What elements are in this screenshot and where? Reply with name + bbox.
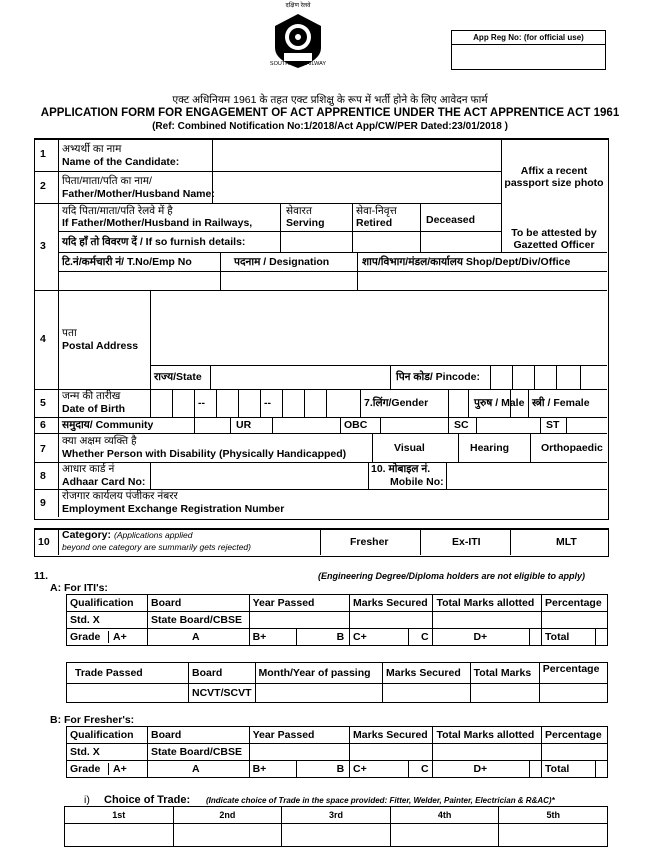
disability-ortho[interactable]: Orthopaedic <box>541 442 603 454</box>
railway-parent-hindi: यदि पिता/माता/पति रेलवे में है <box>62 205 173 217</box>
grade-b-plus: B+ <box>249 629 296 646</box>
header-board: Board <box>148 727 250 744</box>
tno-label: टि.नं/कर्मचारी नं/ T.No/Emp No <box>62 256 192 268</box>
row-4-number: 4 <box>40 333 46 345</box>
grade-d-plus: D+ <box>433 629 530 646</box>
photo-box[interactable] <box>502 140 606 251</box>
table-row <box>67 629 608 646</box>
deceased-option[interactable]: Deceased <box>426 214 476 226</box>
table-row <box>67 761 608 778</box>
grade-total-input[interactable] <box>595 629 607 646</box>
marks-input[interactable] <box>350 744 433 761</box>
gender-label: 7.लिंग/Gender <box>364 397 429 409</box>
grade-total: Total <box>542 761 596 778</box>
header-qualification: Qualification <box>67 595 148 612</box>
pincode-label: पिन कोड/ Pincode: <box>396 371 481 383</box>
logo-text-bottom: SOUTHERN RAILWAY <box>269 61 327 67</box>
percentage-input[interactable] <box>542 612 608 629</box>
mobile-input[interactable] <box>447 463 606 488</box>
row-9-number: 9 <box>40 497 46 509</box>
choice-3-input[interactable] <box>282 824 391 847</box>
community-ur[interactable]: UR <box>236 419 252 431</box>
choice-1-input[interactable] <box>65 824 174 847</box>
dob-label-hindi: जन्म की तारीख <box>62 390 121 402</box>
std-x-cell: Std. X <box>67 744 148 761</box>
header-total-marks: Total Marks allotted <box>433 595 542 612</box>
total-input[interactable] <box>433 612 542 629</box>
table-row <box>67 595 608 612</box>
grade-c-plus: C+ <box>350 629 409 646</box>
table-row <box>67 684 608 703</box>
grade-a: A <box>148 761 250 778</box>
title-hindi: एक्ट अधिनियम 1961 के तहत एक्ट प्रशिक्षु के रूप में भर्ती होने के लिए आवेदन फार्म <box>172 94 488 106</box>
header-marks-secured: Marks Secured <box>350 727 433 744</box>
grade-text: Grade <box>67 631 109 643</box>
trade-table <box>66 662 608 703</box>
choice-4-input[interactable] <box>390 824 499 847</box>
furnish-details-label: यदि हाँ तो विवरण दें / If so furnish details: <box>62 236 246 248</box>
month-year-input[interactable] <box>255 684 383 703</box>
shop-input[interactable] <box>358 272 606 289</box>
grade-total-input[interactable] <box>595 761 607 778</box>
total-input[interactable] <box>433 744 542 761</box>
header-trade-total: Total Marks <box>470 663 539 684</box>
header-trade-percentage: Percentage <box>539 663 607 684</box>
grade-a-plus: A+ <box>113 631 127 643</box>
grade-text: Grade <box>67 763 109 775</box>
mobile-label-hindi: 10. मोबाइल नं. <box>371 463 431 475</box>
grade-b-plus: B+ <box>249 761 296 778</box>
table-row <box>67 727 608 744</box>
grade-c-plus: C+ <box>350 761 409 778</box>
header-trade-marks: Marks Secured <box>383 663 471 684</box>
header-qualification: Qualification <box>67 727 148 744</box>
tno-input[interactable] <box>59 272 219 289</box>
grade-total: Total <box>542 629 596 646</box>
community-st[interactable]: ST <box>546 419 560 431</box>
category-mlt[interactable]: MLT <box>556 536 577 548</box>
choice-4-header: 4th <box>390 807 499 824</box>
marks-input[interactable] <box>350 612 433 629</box>
header-marks-secured: Marks Secured <box>350 595 433 612</box>
shop-label: शाप/विभाग/मंडल/कार्यालय Shop/Dept/Div/Office <box>362 256 571 268</box>
railway-parent-label: If Father/Mother/Husband in Railways, <box>62 217 253 229</box>
category-label: Category: <box>62 529 112 541</box>
table-row <box>67 612 608 629</box>
grade-b: B <box>296 629 349 646</box>
choice-2-input[interactable] <box>173 824 282 847</box>
parent-name-label: Father/Mother/Husband Name: <box>62 188 215 200</box>
dob-separator-2: -- <box>264 397 271 409</box>
photo-affix-text: Affix a recent passport size photo <box>504 165 604 189</box>
disability-hearing[interactable]: Hearing <box>470 442 510 454</box>
community-label: समुदाय/ Community <box>62 419 154 431</box>
category-note-2: beyond one category are summarily gets rejected) <box>62 542 251 552</box>
std-x-cell: Std. X <box>67 612 148 629</box>
fresher-qualification-table <box>66 726 608 778</box>
choice-number: i) <box>84 794 90 806</box>
choice-of-trade-table <box>64 806 608 847</box>
serving-option[interactable]: Serving <box>286 217 325 229</box>
state-label: राज्य/State <box>154 371 202 383</box>
choice-3-header: 3rd <box>282 807 391 824</box>
grade-blank[interactable] <box>530 761 542 778</box>
header-year-passed: Year Passed <box>249 727 349 744</box>
board-cell: State Board/CBSE <box>148 612 250 629</box>
row-7-number: 7 <box>40 443 46 455</box>
row-5-number: 5 <box>40 397 46 409</box>
employment-label-hindi: रोजगार कार्यलय पंजीकर नंबरर <box>62 490 178 502</box>
address-label-hindi: पता <box>62 327 77 339</box>
header-month-year: Month/Year of passing <box>255 663 383 684</box>
grade-b: B <box>296 761 349 778</box>
year-input[interactable] <box>249 612 349 629</box>
dob-separator-1: -- <box>198 397 205 409</box>
table-row <box>67 744 608 761</box>
name-label-hindi: अभ्यर्थी का नाम <box>62 143 122 155</box>
category-fresher[interactable]: Fresher <box>350 536 389 548</box>
disability-label: Whether Person with Disability (Physically Handicapped) <box>62 448 347 460</box>
parent-name-input[interactable] <box>213 172 500 202</box>
address-label: Postal Address <box>62 340 139 352</box>
header-trade-board: Board <box>189 663 256 684</box>
grade-label <box>67 761 148 778</box>
aadhaar-label: Adhaar Card No: <box>62 476 146 488</box>
logo-text-top: दक्षिण रेलवे <box>285 3 311 9</box>
name-input[interactable] <box>213 140 500 170</box>
percentage-input[interactable] <box>542 744 608 761</box>
row-3-number: 3 <box>40 240 46 252</box>
designation-input[interactable] <box>221 272 356 289</box>
name-label: Name of the Candidate: <box>62 156 180 168</box>
grade-label <box>67 629 148 646</box>
ncvt-cell: NCVT/SCVT <box>189 684 256 703</box>
employment-label: Employment Exchange Registration Number <box>62 503 285 515</box>
aadhaar-input[interactable] <box>151 463 367 488</box>
gender-female[interactable]: स्त्री / Female <box>532 397 590 409</box>
table-row <box>67 663 608 684</box>
grade-c: C <box>409 761 433 778</box>
grade-d-plus: D+ <box>433 761 530 778</box>
header-trade-passed: Trade Passed <box>67 663 189 684</box>
row-6-number: 6 <box>40 419 46 431</box>
choice-5-header: 5th <box>499 807 608 824</box>
table-row <box>65 824 608 847</box>
grade-c: C <box>409 629 433 646</box>
for-fresher-label: B: For Fresher's: <box>50 714 135 726</box>
retired-option[interactable]: Retired <box>356 217 393 229</box>
community-sc[interactable]: SC <box>454 419 469 431</box>
header-total-marks: Total Marks allotted <box>433 727 542 744</box>
choice-5-input[interactable] <box>499 824 608 847</box>
photo-attest-text: To be attested by Gazetted Officer <box>511 227 597 251</box>
choice-2-header: 2nd <box>173 807 282 824</box>
row-1-number: 1 <box>40 148 46 160</box>
reference-line: (Ref: Combined Notification No:1/2018/Act App/CW/PER Dated:23/01/2018 ) <box>152 121 508 132</box>
employment-input[interactable] <box>310 490 606 516</box>
choice-note: (Indicate choice of Trade in the space provided: Fitter, Welder, Painter, Electrician & R&AC)* <box>206 796 555 805</box>
trade-percentage-input[interactable] <box>539 684 607 703</box>
header-percentage: Percentage <box>542 727 608 744</box>
row-8-number: 8 <box>40 470 46 482</box>
parent-name-label-hindi: पिता/माता/पति का नाम/ <box>62 175 152 187</box>
category-exiti[interactable]: Ex-ITI <box>452 536 481 548</box>
row-10-number: 10 <box>38 536 50 548</box>
trade-input[interactable] <box>67 684 189 703</box>
header-board: Board <box>148 595 250 612</box>
serving-hindi: सेवारत <box>286 205 312 217</box>
disability-visual[interactable]: Visual <box>394 442 425 454</box>
header-year-passed: Year Passed <box>249 595 349 612</box>
state-input[interactable] <box>211 367 389 388</box>
header-percentage: Percentage <box>542 595 608 612</box>
iti-qualification-table <box>66 594 608 646</box>
aadhaar-label-hindi: आधार कार्ड नं <box>62 463 115 475</box>
row-2-number: 2 <box>40 180 46 192</box>
app-reg-label: App Reg No: (for official use) <box>473 33 584 42</box>
board-cell: State Board/CBSE <box>148 744 250 761</box>
title-english: APPLICATION FORM FOR ENGAGEMENT OF ACT APPRENTICE UNDER THE ACT APPRENTICE ACT 1961 <box>40 107 620 119</box>
section-11-note: (Engineering Degree/Diploma holders are not eligible to apply) <box>318 571 586 581</box>
section-11-number: 11. <box>34 570 49 582</box>
table-row <box>65 807 608 824</box>
dob-label: Date of Birth <box>62 403 125 415</box>
for-iti-label: A: For ITI's: <box>50 582 108 594</box>
choice-1-header: 1st <box>65 807 174 824</box>
trade-marks-input[interactable] <box>383 684 471 703</box>
grade-blank[interactable] <box>530 629 542 646</box>
choice-label: Choice of Trade: <box>104 794 191 806</box>
community-obc[interactable]: OBC <box>344 419 368 431</box>
address-input[interactable] <box>151 291 606 364</box>
disability-label-hindi: क्या अक्षम व्यक्ति है <box>62 435 137 447</box>
grade-a: A <box>148 629 250 646</box>
category-note-1: (Applications applied <box>114 530 193 540</box>
trade-total-input[interactable] <box>470 684 539 703</box>
year-input[interactable] <box>249 744 349 761</box>
gender-male[interactable]: पुरुष / Male <box>474 397 525 409</box>
designation-label: पदनाम / Designation <box>234 256 330 268</box>
mobile-label: Mobile No: <box>390 476 444 488</box>
retired-hindi: सेवा-निवृत्त <box>356 205 397 217</box>
grade-a-plus: A+ <box>113 763 127 775</box>
